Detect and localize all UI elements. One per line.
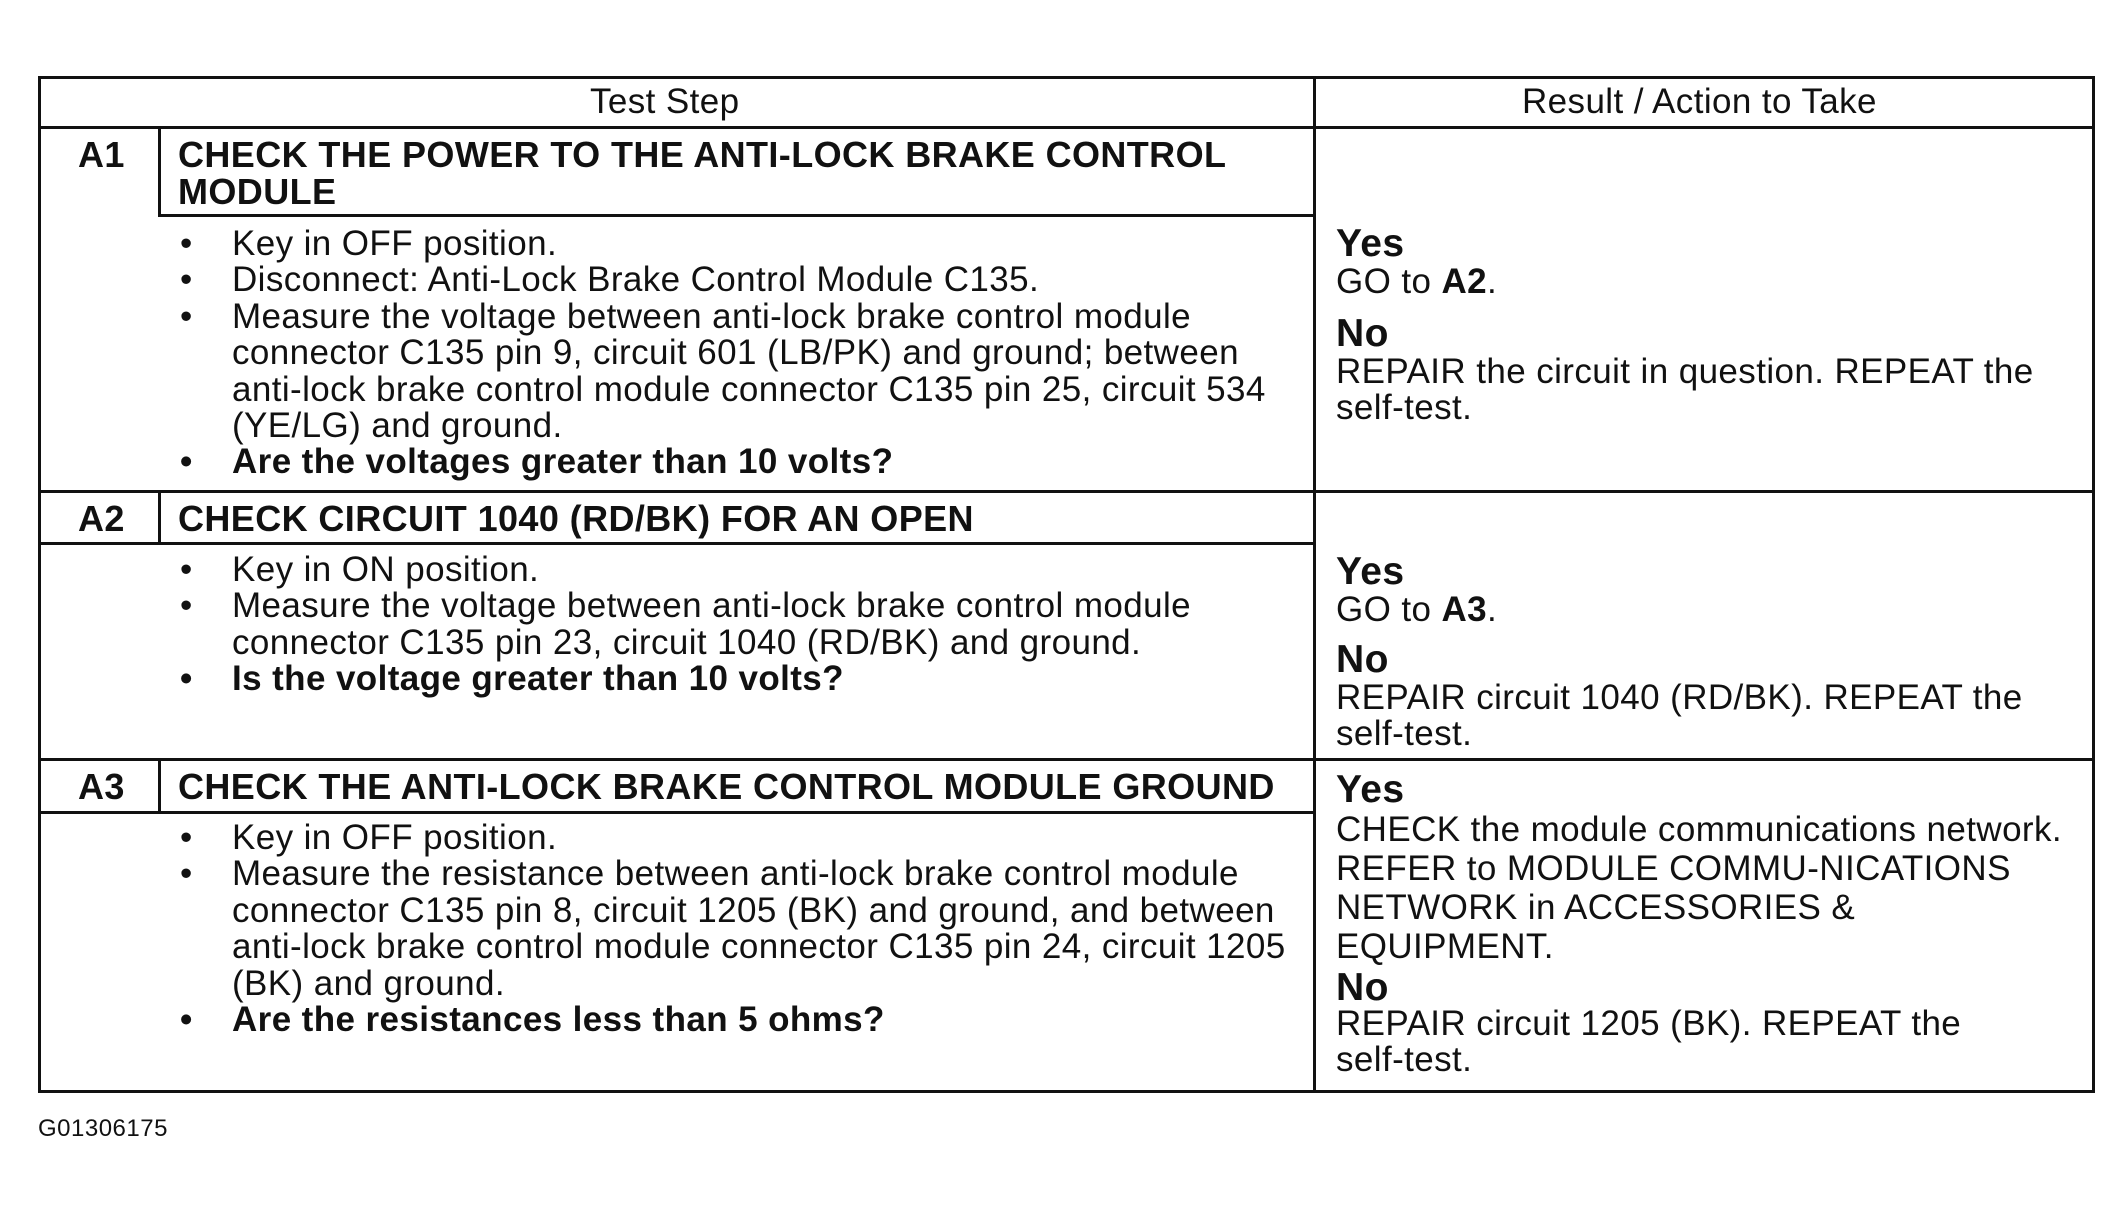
a1-no-label: No	[1336, 312, 1389, 355]
a1-no-action: REPAIR the circuit in question. REPEAT the self-test.	[1336, 352, 2034, 428]
header-test-step: Test Step	[590, 82, 740, 121]
a1-id-divider	[158, 128, 161, 216]
a2-step-title: CHECK CIRCUIT 1040 (RD/BK) FOR AN OPEN	[178, 498, 974, 539]
a2-no-label: No	[1336, 638, 1389, 681]
a2-no-action: REPAIR circuit 1040 (RD/BK). REPEAT the self-test.	[1336, 678, 2023, 754]
a3-id-divider	[158, 760, 161, 812]
a1-a2-row-divider	[38, 490, 2094, 493]
a3-bullet-list	[180, 818, 1307, 1040]
table-border-bottom	[38, 1090, 2094, 1093]
table-border-right	[2092, 76, 2095, 1093]
a3-no-label: No	[1336, 966, 1389, 1009]
list-item: • Key in ON position.	[180, 550, 540, 589]
a1-question: • Are the voltages greater than 10 volts?	[180, 442, 894, 482]
a2-id-divider	[158, 492, 161, 544]
a2-bullet-list	[180, 550, 1307, 699]
a2-yes-target: A3	[1441, 590, 1488, 629]
a3-step-title: CHECK THE ANTI-LOCK BRAKE CONTROL MODULE GROUND	[178, 766, 1275, 807]
list-item: • Measure the voltage between anti-lock brake control module connector C135 pin 23, circuit 1040 (RD/BK) and ground.	[180, 586, 1192, 662]
a1-step-id: A1	[78, 134, 125, 175]
a3-no-action: REPAIR circuit 1205 (BK). REPEAT the self-test.	[1336, 1004, 1962, 1080]
list-item: • Measure the voltage between anti-lock brake control module connector C135 pin 9, circuit 601 (LB/PK) and ground; between anti-lock brake control module connector C135 pin 25, circuit 534 (YE/LG) and ground.	[180, 296, 1266, 446]
header-result-action: Result / Action to Take	[1522, 82, 1877, 121]
a1-yes-action: GO to A2.	[1336, 262, 1498, 301]
a1-bullet-list	[180, 224, 1307, 482]
a2-yes-label: Yes	[1336, 550, 1405, 593]
header-row-divider	[38, 126, 2094, 129]
a2-a3-row-divider	[38, 758, 2094, 761]
figure-id: G01306175	[38, 1115, 168, 1142]
a2-title-divider	[38, 542, 1315, 545]
a3-title-divider	[38, 811, 1315, 814]
a1-title-divider	[158, 214, 1315, 217]
list-item: • Key in OFF position.	[180, 818, 558, 857]
a1-yes-target: A2	[1441, 262, 1488, 301]
a1-step-title: CHECK THE POWER TO THE ANTI-LOCK BRAKE CONTROL MODULE	[178, 134, 1226, 212]
a3-question: • Are the resistances less than 5 ohms?	[180, 1000, 885, 1040]
column-divider	[1313, 76, 1316, 1093]
a3-yes-action: CHECK the module communications network. REFER to MODULE COMMU-NICATIONS NETWORK in ACCESSORIES & EQUIPMENT.	[1336, 810, 2063, 966]
a2-step-id: A2	[78, 498, 125, 539]
table-border-left	[38, 76, 41, 1093]
a3-yes-label: Yes	[1336, 768, 1405, 811]
list-item: • Key in OFF position.	[180, 224, 558, 263]
a2-question: • Is the voltage greater than 10 volts?	[180, 659, 844, 699]
list-item: • Disconnect: Anti-Lock Brake Control Module C135.	[180, 260, 1040, 300]
table-border-top	[38, 76, 2094, 79]
list-item: • Measure the resistance between anti-lock brake control module connector C135 pin 8, circuit 1205 (BK) and ground, and between anti-lock brake control module connector C135 pin 24, circuit 1205 (BK) and ground.	[180, 854, 1286, 1003]
a2-yes-action: GO to A3.	[1336, 590, 1498, 629]
a1-yes-label: Yes	[1336, 222, 1405, 265]
a3-step-id: A3	[78, 766, 125, 807]
